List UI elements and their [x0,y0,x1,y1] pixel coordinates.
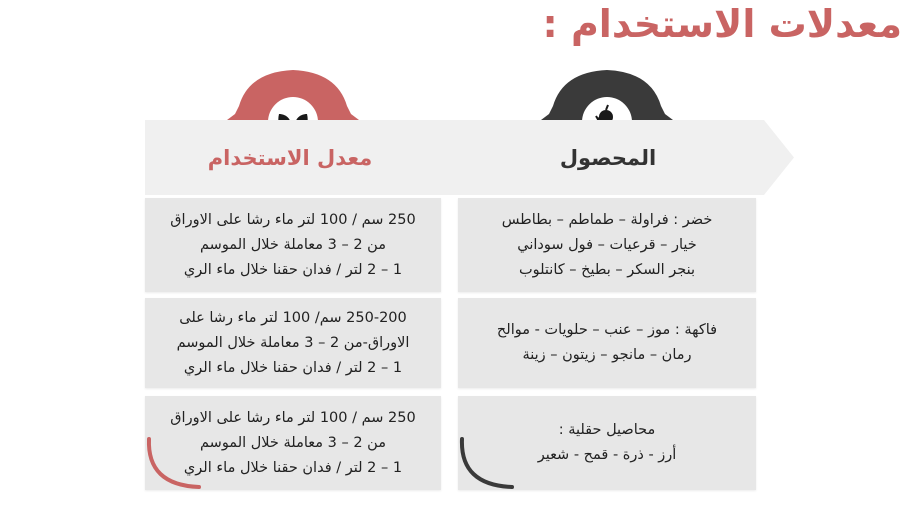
crop-row [458,298,756,388]
crop-header [458,120,758,195]
rate-row-text: 250 سم / 100 لتر ماء رشا على الاوراق من 2 – 3 معاملة خلال الموسم 1 – 2 لتر / فدان حقنا خلال ماء الري [170,409,416,476]
rate-corner-arc [145,435,205,495]
rate-header [145,120,435,195]
rate-row [145,298,441,388]
crop-header-label: المحصول [559,145,657,170]
crop-row [458,198,756,292]
crop-row-text: فاكهة : موز – عنب – حلويات - موالح رمان – مانجو – زيتون – زينة [496,322,718,363]
page-title: معدلات الاستخدام : [542,2,902,46]
rate-header-label: معدل الاستخدام [207,145,373,170]
crop-row-text: خضر : فراولة – طماطم – بطاطس خيار – قرعيات – فول سوداني بنجر السكر – بطيخ – كانتلوب [501,211,713,278]
rate-row-text: 250-200 سم/ 100 لتر ماء رشا على الاوراق-من 2 – 3 معاملة خلال الموسم 1 – 2 لتر / فدان حقنا خلال ماء الري [176,309,410,376]
rate-row-text: 250 سم / 100 لتر ماء رشا على الاوراق من 2 – 3 معاملة خلال الموسم 1 – 2 لتر / فدان حقنا خلال ماء الري [170,211,416,278]
rate-row [145,198,441,292]
crop-row-text: محاصيل حقلية : أرز - ذرة - قمح - شعير [537,422,677,463]
crop-corner-arc [458,435,518,495]
